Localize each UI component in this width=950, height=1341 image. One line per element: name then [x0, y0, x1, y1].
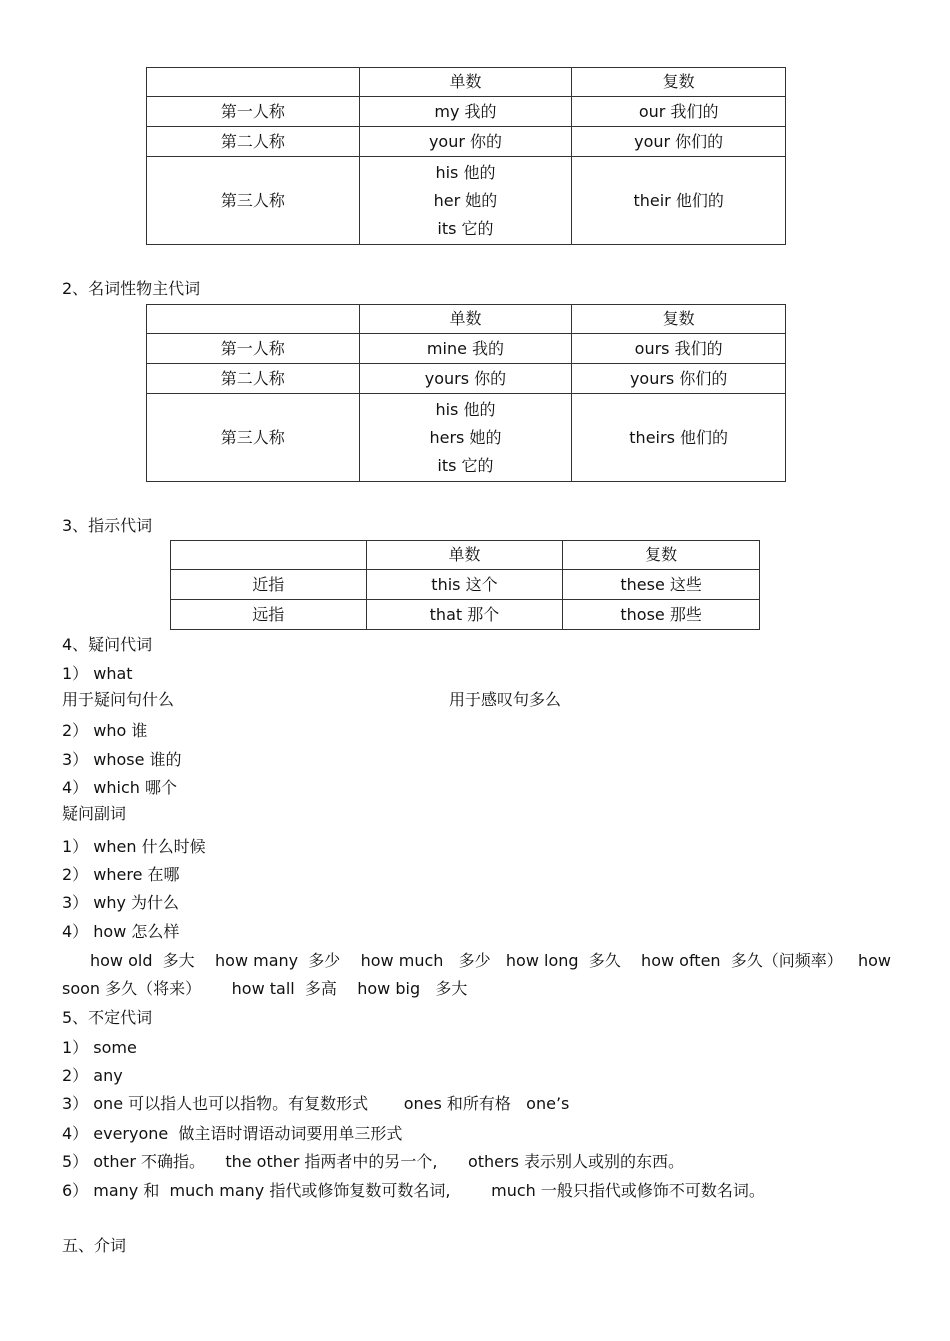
row-label: 第一人称 [147, 97, 360, 127]
row-label: 第一人称 [147, 334, 360, 364]
singular-cell: this 这个 [366, 570, 563, 600]
section-title-possessive-pronoun: 2、名词性物主代词 [62, 279, 201, 298]
singular-its: its 它的 [437, 218, 494, 238]
plural-cell: ours 我们的 [572, 334, 786, 364]
section-title-indefinite: 5、不定代词 [62, 1008, 153, 1027]
possessive-adjective-table [146, 67, 786, 245]
list-item: 3） why 为什么 [62, 893, 180, 912]
row-label: 远指 [171, 600, 367, 630]
section-title-demonstrative: 3、指示代词 [62, 516, 153, 535]
list-item: 4） which 哪个 [62, 778, 177, 797]
header-empty [147, 305, 360, 334]
row-label: 近指 [171, 570, 367, 600]
singular-his: his 他的 [435, 162, 496, 182]
usage-exclamation: 用于感叹句多么 [449, 690, 562, 709]
possessive-pronoun-table [146, 304, 786, 482]
header-empty [147, 68, 360, 97]
header-singular: 单数 [359, 305, 572, 334]
plural-cell: yours 你们的 [572, 364, 786, 394]
list-item: 3） whose 谁的 [62, 750, 182, 769]
how-phrases-line: soon 多久（将来） how tall 多高 how big 多大 [62, 979, 468, 998]
row-label: 第二人称 [147, 127, 360, 157]
list-item: 4） everyone 做主语时谓语动词要用单三形式 [62, 1124, 403, 1143]
singular-its: its 它的 [437, 455, 494, 475]
singular-cell: yours 你的 [359, 364, 572, 394]
list-item: 2） any [62, 1066, 123, 1085]
header-plural: 复数 [563, 541, 760, 570]
singular-cell: my 我的 [359, 97, 572, 127]
header-singular: 单数 [366, 541, 563, 570]
header-empty [171, 541, 367, 570]
section-title-adverbs: 疑问副词 [62, 804, 127, 823]
row-label: 第三人称 [147, 394, 360, 482]
singular-hers: hers 她的 [429, 427, 502, 447]
list-item: 2） who 谁 [62, 721, 148, 740]
plural-cell: our 我们的 [572, 97, 786, 127]
list-item: 1） some [62, 1038, 137, 1057]
section-title-prepositions: 五、介词 [62, 1236, 127, 1255]
plural-cell: your 你们的 [572, 127, 786, 157]
singular-her: her 她的 [433, 190, 498, 210]
demonstrative-table [170, 540, 760, 630]
section-title-interrogative: 4、疑问代词 [62, 635, 153, 654]
list-item: 3） one 可以指人也可以指物。有复数形式 ones 和所有格 one’s [62, 1094, 570, 1113]
usage-question: 用于疑问句什么 [62, 690, 175, 709]
plural-cell: their 他们的 [572, 157, 786, 245]
plural-cell: those 那些 [563, 600, 760, 630]
header-singular: 单数 [359, 68, 572, 97]
plural-cell: theirs 他们的 [572, 394, 786, 482]
singular-cell [359, 394, 572, 482]
singular-cell: that 那个 [366, 600, 563, 630]
list-item: 1） what [62, 664, 133, 683]
list-item: 5） other 不确指。 the other 指两者中的另一个, others 表示别人或别的东西。 [62, 1152, 685, 1171]
singular-his: his 他的 [435, 399, 496, 419]
list-item: 6） many 和 much many 指代或修饰复数可数名词, much 一般只指代或修饰不可数名词。 [62, 1181, 765, 1200]
singular-cell: mine 我的 [359, 334, 572, 364]
header-plural: 复数 [572, 68, 786, 97]
row-label: 第三人称 [147, 157, 360, 245]
singular-cell [359, 157, 572, 245]
plural-cell: these 这些 [563, 570, 760, 600]
list-item: 1） when 什么时候 [62, 837, 206, 856]
singular-cell: your 你的 [359, 127, 572, 157]
list-item: 4） how 怎么样 [62, 922, 180, 941]
how-phrases-line: how old 多大 how many 多少 how much 多少 how long 多久 how often 多久（问频率） how [90, 951, 892, 970]
row-label: 第二人称 [147, 364, 360, 394]
list-item: 2） where 在哪 [62, 865, 180, 884]
header-plural: 复数 [572, 305, 786, 334]
